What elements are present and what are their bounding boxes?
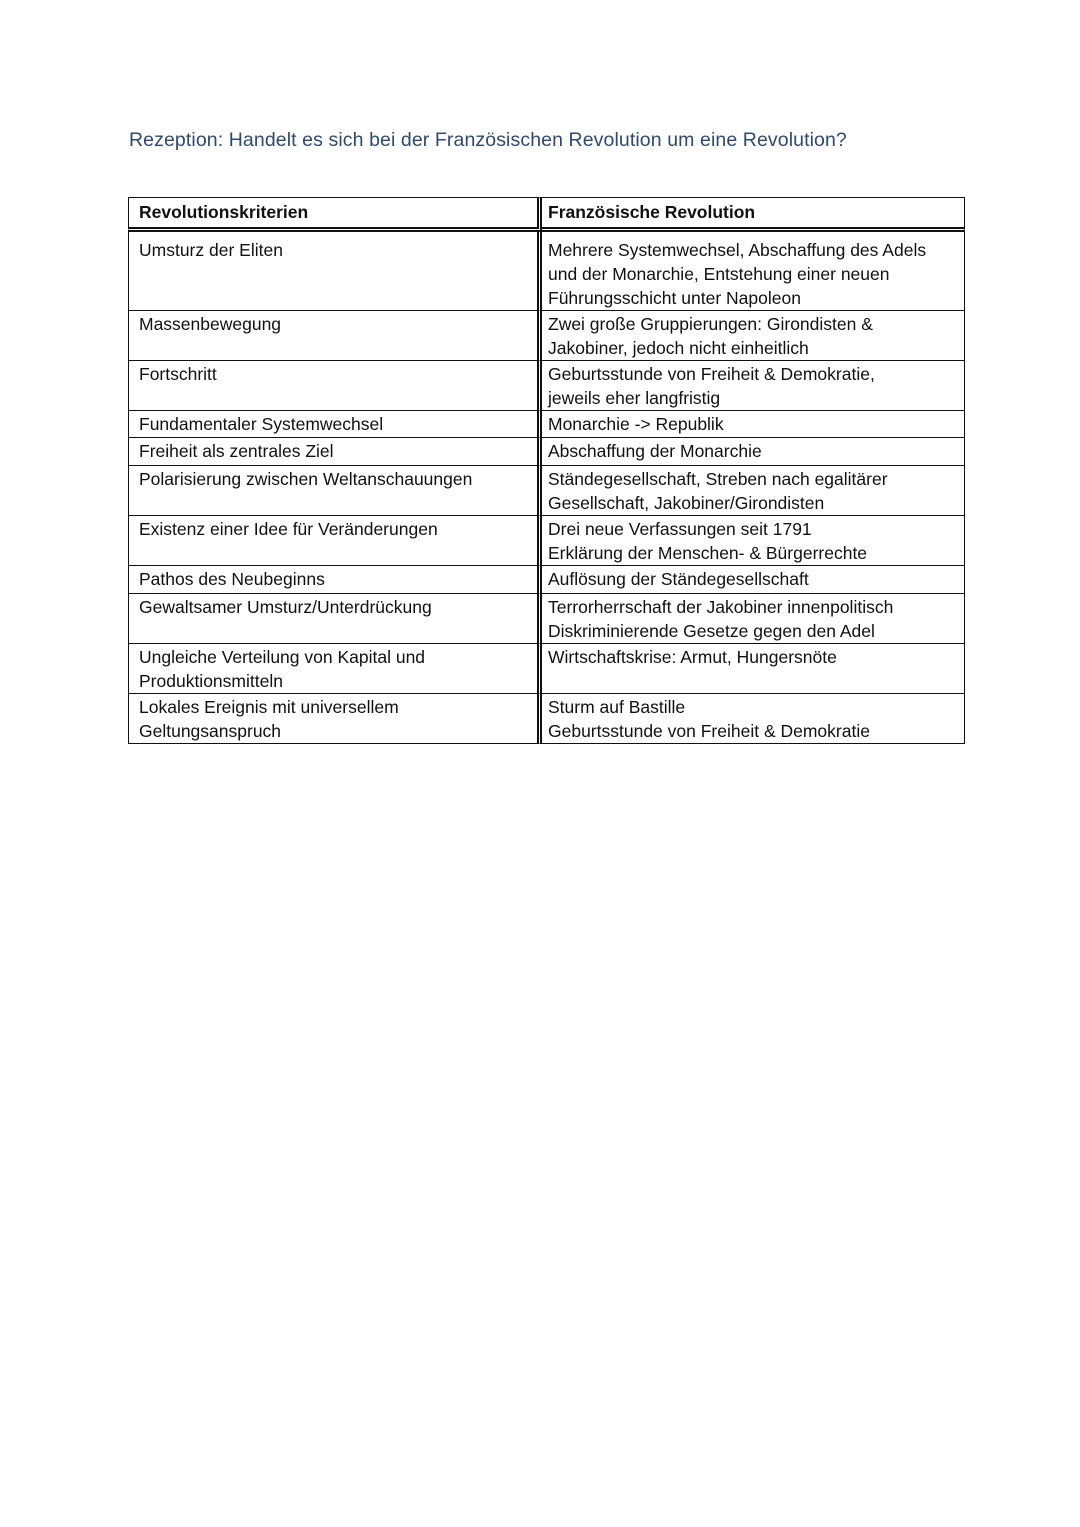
french-revolution-text: und der Monarchie, Entstehung einer neuen <box>548 264 890 284</box>
criterion-text: Polarisierung zwischen Weltanschauungen <box>139 469 473 489</box>
table-row <box>128 566 965 594</box>
criterion-text: Fundamentaler Systemwechsel <box>139 414 384 434</box>
table-row <box>128 644 965 694</box>
french-revolution-text: Mehrere Systemwechsel, Abschaffung des Adels <box>548 240 927 260</box>
french-revolution-text: jeweils eher langfristig <box>548 388 721 408</box>
page-title: Rezeption: Handelt es sich bei der Französischen Revolution um eine Revolution? <box>129 129 847 151</box>
french-revolution-cell <box>542 566 965 594</box>
criterion-text: Produktionsmitteln <box>139 671 283 691</box>
french-revolution-cell <box>542 644 965 694</box>
french-revolution-cell <box>542 232 965 311</box>
criterion-cell <box>128 644 542 694</box>
criterion-cell <box>128 311 542 361</box>
french-revolution-text: Monarchie -> Republik <box>548 414 724 434</box>
criterion-cell <box>128 594 542 644</box>
table-row <box>128 438 965 466</box>
table-row <box>128 516 965 566</box>
french-revolution-text: Auflösung der Ständegesellschaft <box>548 569 809 589</box>
table-row <box>128 311 965 361</box>
french-revolution-text: Führungsschicht unter Napoleon <box>548 288 801 308</box>
french-revolution-cell <box>542 438 965 466</box>
table-row <box>128 361 965 411</box>
header-franzoesische-revolution: Französische Revolution <box>542 197 965 232</box>
french-revolution-text: Ständegesellschaft, Streben nach egalitärer <box>548 469 888 489</box>
french-revolution-text: Geburtsstunde von Freiheit & Demokratie, <box>548 364 875 384</box>
criterion-cell <box>128 466 542 516</box>
table-row <box>128 232 965 311</box>
french-revolution-cell <box>542 361 965 411</box>
criterion-text: Umsturz der Eliten <box>139 240 283 260</box>
table-row <box>128 411 965 438</box>
criterion-text: Fortschritt <box>139 364 217 384</box>
french-revolution-cell <box>542 466 965 516</box>
table-body <box>128 232 965 744</box>
criterion-text: Lokales Ereignis mit universellem <box>139 697 399 717</box>
comparison-table <box>128 197 965 744</box>
french-revolution-cell <box>542 411 965 438</box>
french-revolution-text: Erklärung der Menschen- & Bürgerrechte <box>548 543 868 563</box>
french-revolution-text: Wirtschaftskrise: Armut, Hungersnöte <box>548 647 837 667</box>
criterion-cell <box>128 516 542 566</box>
french-revolution-cell <box>542 311 965 361</box>
criterion-cell <box>128 566 542 594</box>
criterion-cell <box>128 411 542 438</box>
criterion-cell <box>128 361 542 411</box>
french-revolution-text: Drei neue Verfassungen seit 1791 <box>548 519 812 539</box>
table-row <box>128 466 965 516</box>
comparison-table-container <box>128 197 965 744</box>
criterion-text: Freiheit als zentrales Ziel <box>139 441 334 461</box>
criterion-text: Massenbewegung <box>139 314 282 334</box>
french-revolution-text: Jakobiner, jedoch nicht einheitlich <box>548 338 809 358</box>
criterion-cell <box>128 232 542 311</box>
criterion-text: Geltungsanspruch <box>139 721 282 741</box>
french-revolution-text: Diskriminierende Gesetze gegen den Adel <box>548 621 875 641</box>
header-revolutionskriterien: Revolutionskriterien <box>128 197 542 232</box>
table-row <box>128 694 965 744</box>
criterion-cell <box>128 694 542 744</box>
french-revolution-cell <box>542 694 965 744</box>
french-revolution-text: Sturm auf Bastille <box>548 697 686 717</box>
criterion-text: Gewaltsamer Umsturz/Unterdrückung <box>139 597 432 617</box>
french-revolution-text: Terrorherrschaft der Jakobiner innenpolitisch <box>548 597 894 617</box>
french-revolution-cell <box>542 516 965 566</box>
criterion-text: Ungleiche Verteilung von Kapital und <box>139 647 426 667</box>
french-revolution-text: Geburtsstunde von Freiheit & Demokratie <box>548 721 870 741</box>
french-revolution-text: Zwei große Gruppierungen: Girondisten & <box>548 314 873 334</box>
table-header-row <box>128 197 965 232</box>
table-row <box>128 594 965 644</box>
criterion-cell <box>128 438 542 466</box>
criterion-text: Pathos des Neubeginns <box>139 569 325 589</box>
french-revolution-text: Abschaffung der Monarchie <box>548 441 762 461</box>
french-revolution-text: Gesellschaft, Jakobiner/Girondisten <box>548 493 825 513</box>
french-revolution-cell <box>542 594 965 644</box>
criterion-text: Existenz einer Idee für Veränderungen <box>139 519 438 539</box>
